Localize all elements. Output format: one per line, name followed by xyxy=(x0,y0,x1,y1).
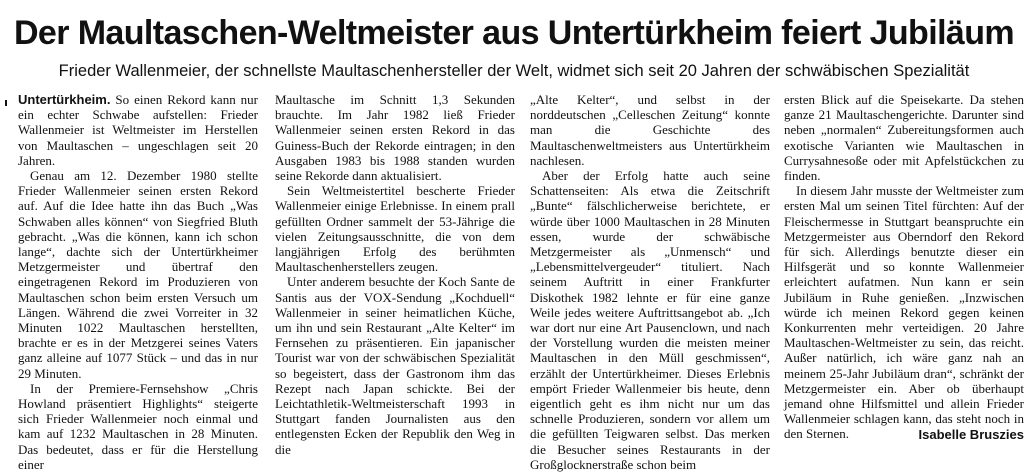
text-column-2 xyxy=(275,92,515,457)
paragraph xyxy=(18,92,258,168)
paragraph: Aber der Erfolg hatte auch seine Schattenseiten: Als etwa die Zeitschrift „Bunte“ fälschlicherweise berichtete, er würde über 1000 Maultaschen in 28 Minuten essen, wurde der schwäbische Metzgermeister als „Unmensch“ und „Lebensmittelvergeuder“ tituliert. Nach seinem Auftritt in einer Frankfurter Diskothek 1982 lehnte er für eine ganze Weile jedes weitere Auftrittsangebot ab. „Ich war dort nur eine Art Pausenclown, und nach der Vorstellung wurden die meisten meiner Maultaschen in den Müll geschmissen“, erzählt der Untertürkheimer. Dieses Erlebnis empört Frieder Wallenmeier bis heute, denn eigentlich geht es ihm nicht nur um das schnelle Produzieren, sondern vor allem um die gefüllten Teigwaren selbst. Das merken die Besucher seines Restaurants in der Großglocknerstraße schon beim xyxy=(530,168,770,472)
column-marker xyxy=(5,100,7,106)
text-column-4 xyxy=(784,92,1024,442)
paragraph: Genau am 12. Dezember 1980 stellte Frieder Wallenmeier seinen ersten Rekord auf. Auf die Idee hatte ihn das Buch „Was Schwaben alles können“ von Siegfried Bluth gebracht. „Was die können, kann ich schon lange“, dachte sich der Untertürkheimer Metzgermeister und übertraf den eingetragenen Rekord im Produzieren von Maultaschen schon beim ersten Versuch um Längen. Während die zwei Vorreiter in 32 Minuten 1022 Maultaschen herstellten, brachte er es in der Metzgerei seines Vaters ganz alleine auf 1077 Stück – und das in nur 29 Minuten. xyxy=(18,168,258,381)
paragraph: Maultasche im Schnitt 1,3 Sekunden brauchte. Im Jahr 1982 ließ Frieder Wallenmeier seinen ersten Rekord in das Guiness-Buch der Rekorde eintragen; in den Ausgaben 1983 bis 1988 standen wurden seine Rekorde dann aktualisiert. xyxy=(275,92,515,184)
text-column-3 xyxy=(530,92,770,472)
paragraph: Sein Weltmeistertitel bescherte Frieder Wallenmeier einige Erlebnisse. In einem prall gefüllten Ordner sammelt der 53-Jährige die vielen Zeitungsausschnitte, die von dem langjährigen Erfolg des berühmten Maultaschenherstellers zeugen. xyxy=(275,183,515,275)
paragraph: In der Premiere-Fernsehshow „Chris Howland präsentiert Highlights“ steigerte sich Frieder Wallenmeier noch einmal und kam auf 1232 Maultaschen in 28 Minuten. Das bedeutet, dass er für die Herstellung einer xyxy=(18,380,258,472)
paragraph: In diesem Jahr musste der Weltmeister zum ersten Mal um seinen Titel fürchten: Auf der Fleischermesse in Stuttgart beanspruchte ein Metzgermeister aus Oberndorf den Rekord für sich. Allerdings benutzte dieser ein Hilfsgerät und so konnte Wallenmeier erleichtert aufatmen. Nun kann er sein Jubiläum in Ruhe genießen. „Inzwischen würde ich meinen Rekord gegen keinen Konkurrenten mehr verteidigen. 20 Jahre Maultaschen-Weltmeister zu sein, das reicht. Außer natürlich, ich wäre ganz nah an meinem 25-Jahr Jubiläum dran“, schränkt der Metzgermeister ein. Aber ob überhaupt jemand ohne Hilfsmittel und allein Frieder Wallenmeier schlagen kann, das steht noch in den Sternen. xyxy=(784,183,1024,442)
text-column-1 xyxy=(18,92,258,472)
article-headline: Der Maultaschen-Weltmeister aus Untertürkheim feiert Jubiläum xyxy=(13,14,1015,52)
author-byline: Isabelle Bruszies xyxy=(918,426,1024,442)
paragraph: „Alte Kelter“, und selbst in der norddeutschen „Celleschen Zeitung“ konnte man die Geschichte des Maultaschenweltmeisters aus Untertürkheim nachlesen. xyxy=(530,92,770,168)
paragraph: Unter anderem besuchte der Koch Sante de Santis aus der VOX-Sendung „Kochduell“ Wallenmeier in seiner heimatlichen Küche, um ihn und sein Restaurant „Alte Kelter“ im Fernsehen zu präsentieren. Ein japanischer Tourist war von der schwäbischen Spezialität so begeistert, dass der Gastronom ihm das Rezept nach Japan schickte. Bei der Leichtathletik-Weltmeisterschaft 1993 in Stuttgart fanden Journalisten aus den entlegensten Ecken der Republik den Weg in die xyxy=(275,274,515,457)
paragraph-text: So einen Rekord kann nur ein echter Schwabe aufstellen: Frieder Wallenmeier ist Weltmeister im Herstellen von Maultaschen – ungeschlagen seit 20 Jahren. xyxy=(18,92,258,168)
dateline: Untertürkheim. xyxy=(18,92,111,107)
article-subheadline: Frieder Wallenmeier, der schnellste Maultaschenhersteller der Welt, widmet sich seit 20 Jahren der schwäbischen Spezialität xyxy=(58,62,970,80)
paragraph: ersten Blick auf die Speisekarte. Da stehen ganze 21 Maultaschengerichte. Darunter sind neben „normalen“ Zubereitungsformen auch exotische Varianten wie Maultaschen in Currysahnesoße oder mit Apfelstückchen zu finden. xyxy=(784,92,1024,184)
